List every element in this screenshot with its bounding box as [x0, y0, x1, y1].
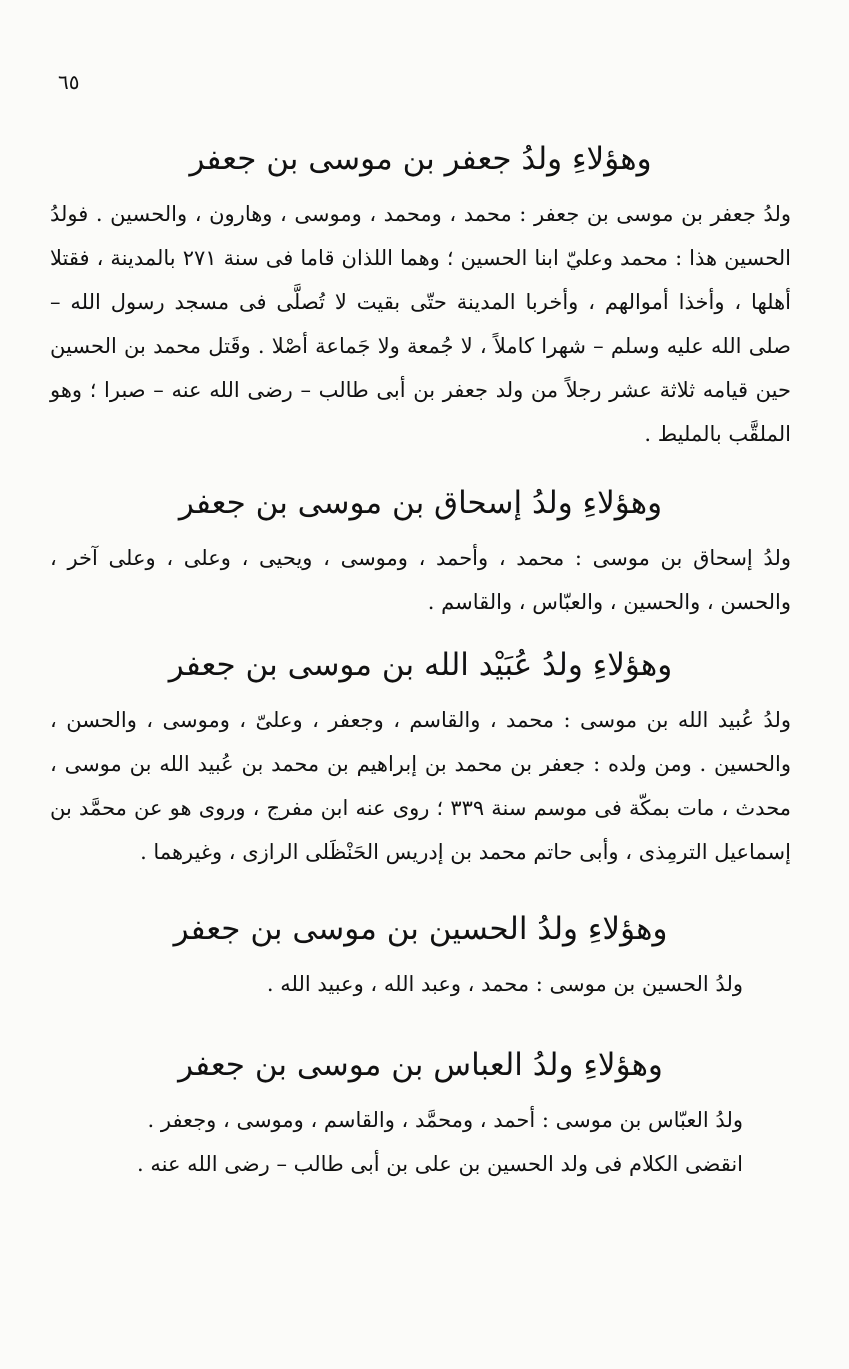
section-heading: وهؤلاءِ ولدُ العباس بن موسى بن جعفر [178, 1047, 663, 1083]
section-ishaq-son [50, 482, 791, 624]
section-body: ولدُ جعفر بن موسى بن جعفر : محمد ، ومحمد ، وموسى ، وهارون ، والحسين . فولدُ الحسين هذا : محمد وعليّ ابنا الحسين ؛ وهما اللذان قاما فى سنة ٢٧١ بالمدينة ، فقتلا أهلها ، وأخذا أموالهم ، وأخربا المدينة حتّى بقيت لا تُصلَّى فى مسجد رسول الله – صلى الله عليه وسلم – شهرا كاملاً ، لا جُمعة ولا جَماعة أصْلا . وقَتل محمد بن الحسين حين قيامه ثلاثة عشر رجلاً من ولد جعفر بن أبى طالب – رضى الله عنه – صبرا ؛ وهو الملقَّب بالمليط . [50, 202, 792, 446]
section-ubaydullah-son [50, 644, 791, 874]
section-abbas-son [50, 1044, 791, 1186]
page-number: ٦٥ [58, 70, 80, 94]
section-jafar-son [50, 138, 791, 456]
section-heading: وهؤلاءِ ولدُ عُبَيْد الله بن موسى بن جعفر [168, 647, 673, 683]
section-body: ولدُ إسحاق بن موسى : محمد ، وأحمد ، وموسى ، ويحيى ، وعلى ، وعلى آخر ، والحسن ، والحسين ، والعبّاس ، والقاسم . [50, 546, 791, 614]
section-body: ولدُ الحسين بن موسى : محمد ، وعبد الله ، وعبيد الله . [266, 972, 743, 996]
section-body: ولدُ العبّاس بن موسى : أحمد ، ومحمَّد ، والقاسم ، وموسى ، وجعفر . [147, 1108, 743, 1132]
section-heading: وهؤلاءِ ولدُ إسحاق بن موسى بن جعفر [178, 485, 663, 521]
page-content [50, 138, 791, 1186]
closing-line: انقضى الكلام فى ولد الحسين بن على بن أبى طالب – رضى الله عنه . [137, 1152, 743, 1176]
section-heading: وهؤلاءِ ولدُ جعفر بن موسى بن جعفر [189, 141, 652, 177]
section-heading: وهؤلاءِ ولدُ الحسين بن موسى بن جعفر [173, 911, 668, 947]
section-body: ولدُ عُبيد الله بن موسى : محمد ، والقاسم ، وجعفر ، وعلىّ ، وموسى ، والحسن ، والحسين . ومن ولده : جعفر بن محمد بن إبراهيم بن محمد بن عُبيد الله بن موسى ، محدث ، مات بمكّة فى موسم سنة ٣٣٩ ؛ روى عنه ابن مفرج ، وروى هو عن محمَّد بن إسماعيل الترمِذى ، وأبى حاتم محمد بن إدريس الحَنْظَلى الرازى ، وغيرهما . [50, 708, 791, 864]
section-husayn-son [50, 908, 791, 1006]
